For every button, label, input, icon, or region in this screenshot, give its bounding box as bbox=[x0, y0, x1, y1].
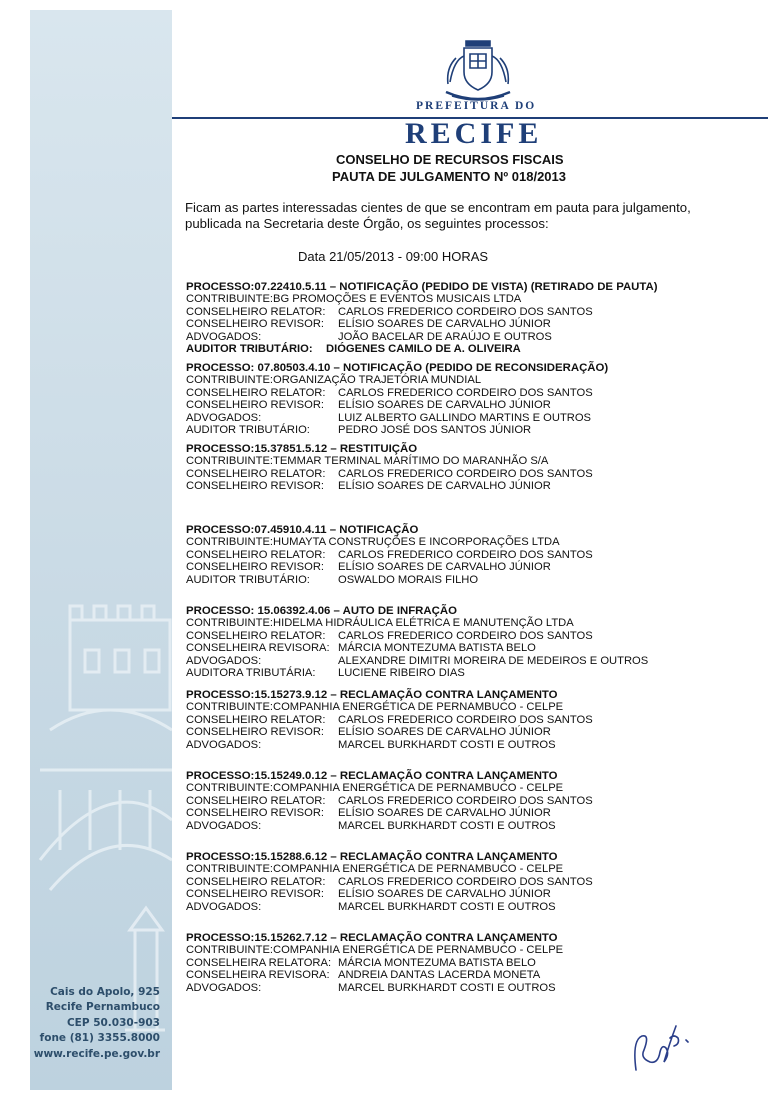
process-block bbox=[186, 932, 776, 1013]
process-field bbox=[186, 782, 776, 794]
field-value: CARLOS FREDERICO CORDEIRO DOS SANTOS bbox=[338, 875, 593, 888]
field-label: AUDITOR TRIBUTÁRIO: bbox=[186, 424, 310, 437]
process-field bbox=[186, 944, 776, 956]
process-field bbox=[186, 888, 776, 900]
process-field bbox=[186, 630, 776, 642]
process-field bbox=[186, 876, 776, 888]
session-date: Data 21/05/2013 - 09:00 HORAS bbox=[298, 249, 489, 264]
field-value: MARCEL BURKHARDT COSTI E OUTROS bbox=[338, 738, 556, 751]
process-field bbox=[186, 318, 776, 330]
process-field bbox=[186, 820, 776, 832]
process-field bbox=[186, 901, 776, 913]
field-value: ALEXANDRE DIMITRI MOREIRA DE MEDEIROS E OUTROS bbox=[338, 654, 649, 667]
field-value: ELÍSIO SOARES DE CARVALHO JÚNIOR bbox=[338, 480, 551, 493]
field-label: ADVOGADOS: bbox=[186, 654, 262, 667]
process-title: PROCESSO:15.15288.6.12 – RECLAMAÇÃO CONTRA LANÇAMENTO bbox=[186, 851, 558, 863]
council-title: CONSELHO DE RECURSOS FISCAIS bbox=[336, 152, 564, 167]
process-field bbox=[186, 536, 776, 548]
field-value: ANDREIA DANTAS LACERDA MONETA bbox=[338, 969, 541, 982]
process-field bbox=[186, 957, 776, 969]
field-value: CARLOS FREDERICO CORDEIRO DOS SANTOS bbox=[338, 467, 593, 480]
process-field bbox=[186, 331, 776, 343]
process-field bbox=[186, 424, 776, 436]
process-field bbox=[186, 412, 776, 424]
process-title: PROCESSO:15.15273.9.12 – RECLAMAÇÃO CONTRA LANÇAMENTO bbox=[186, 689, 558, 701]
prefeitura-label: PREFEITURA DO bbox=[416, 100, 537, 112]
field-value: COMPANHIA ENERGÉTICA DE PERNAMBUCO - CELPE bbox=[273, 863, 564, 876]
field-value: CARLOS FREDERICO CORDEIRO DOS SANTOS bbox=[338, 305, 593, 318]
field-label: CONTRIBUINTE: bbox=[186, 455, 274, 468]
field-value: MÁRCIA MONTEZUMA BATISTA BELO bbox=[338, 956, 536, 969]
handwritten-signature bbox=[628, 1018, 698, 1078]
process-field bbox=[186, 399, 776, 411]
field-value: MARCEL BURKHARDT COSTI E OUTROS bbox=[338, 819, 556, 832]
field-value: BG PROMOÇÕES E EVENTOS MUSICAIS LTDA bbox=[273, 293, 522, 306]
field-label: CONSELHEIRO RELATOR: bbox=[186, 305, 326, 318]
field-label: CONSELHEIRO REVISOR: bbox=[186, 318, 325, 331]
field-value: ORGANIZAÇÃO TRAJETÓRIA MUNDIAL bbox=[273, 374, 482, 387]
process-field bbox=[186, 549, 776, 561]
field-value: MÁRCIA MONTEZUMA BATISTA BELO bbox=[338, 642, 536, 655]
process-field bbox=[186, 480, 776, 492]
process-block bbox=[186, 443, 776, 524]
field-label: CONTRIBUINTE: bbox=[186, 374, 274, 387]
field-value: CARLOS FREDERICO CORDEIRO DOS SANTOS bbox=[338, 794, 593, 807]
field-label: CONSELHEIRO RELATOR: bbox=[186, 386, 326, 399]
process-field bbox=[186, 795, 776, 807]
field-value: HUMAYTA CONSTRUÇÕES E INCORPORAÇÕES LTDA bbox=[273, 536, 560, 549]
process-title: PROCESSO: 07.80503.4.10 – NOTIFICAÇÃO (PEDIDO DE RECONSIDERAÇÃO) bbox=[186, 362, 609, 374]
field-value: OSWALDO MORAIS FILHO bbox=[338, 573, 479, 586]
field-value: MARCEL BURKHARDT COSTI E OUTROS bbox=[338, 900, 556, 913]
field-label: CONSELHEIRO RELATOR: bbox=[186, 794, 326, 807]
address-phone: fone (81) 3355.8000 bbox=[39, 1032, 160, 1044]
process-title: PROCESSO:15.15249.0.12 – RECLAMAÇÃO CONTRA LANÇAMENTO bbox=[186, 770, 558, 782]
field-value: ELÍSIO SOARES DE CARVALHO JÚNIOR bbox=[338, 888, 551, 901]
field-value: JOÃO BACELAR DE ARAÚJO E OUTROS bbox=[338, 330, 552, 343]
field-label: ADVOGADOS: bbox=[186, 900, 262, 913]
field-label: CONSELHEIRA RELATORA: bbox=[186, 956, 332, 969]
field-label: AUDITOR TRIBUTÁRIO: bbox=[186, 573, 310, 586]
field-label: CONTRIBUINTE: bbox=[186, 536, 274, 549]
process-title: PROCESSO:15.15262.7.12 – RECLAMAÇÃO CONTRA LANÇAMENTO bbox=[186, 932, 558, 944]
process-field bbox=[186, 343, 776, 355]
field-label: CONTRIBUINTE: bbox=[186, 782, 274, 795]
field-label: CONTRIBUINTE: bbox=[186, 863, 274, 876]
field-label: ADVOGADOS: bbox=[186, 411, 262, 424]
field-label: ADVOGADOS: bbox=[186, 738, 262, 751]
field-label: CONSELHEIRA REVISORA: bbox=[186, 642, 330, 655]
field-value: LUIZ ALBERTO GALLINDO MARTINS E OUTROS bbox=[338, 411, 592, 424]
process-block bbox=[186, 524, 776, 605]
process-block bbox=[186, 362, 776, 443]
field-label: CONSELHEIRO RELATOR: bbox=[186, 467, 326, 480]
address-city: Recife Pernambuco bbox=[45, 1001, 160, 1013]
field-value: ELÍSIO SOARES DE CARVALHO JÚNIOR bbox=[338, 318, 551, 331]
field-label: AUDITOR TRIBUTÁRIO: bbox=[186, 343, 313, 356]
field-label: CONSELHEIRO RELATOR: bbox=[186, 629, 326, 642]
process-field bbox=[186, 455, 776, 467]
field-label: CONTRIBUINTE: bbox=[186, 701, 274, 714]
field-label: CONTRIBUINTE: bbox=[186, 293, 274, 306]
address-street: Cais do Apolo, 925 bbox=[50, 985, 160, 998]
process-field bbox=[186, 739, 776, 751]
process-field bbox=[186, 306, 776, 318]
field-value: CARLOS FREDERICO CORDEIRO DOS SANTOS bbox=[338, 713, 593, 726]
address-website: www.recife.pe.gov.br bbox=[33, 1047, 160, 1060]
field-label: ADVOGADOS: bbox=[186, 330, 262, 343]
process-block bbox=[186, 770, 776, 851]
field-value: COMPANHIA ENERGÉTICA DE PERNAMBUCO - CELPE bbox=[273, 944, 564, 957]
process-field bbox=[186, 863, 776, 875]
process-block bbox=[186, 281, 776, 362]
process-title: PROCESSO:15.37851.5.12 – RESTITUIÇÃO bbox=[186, 443, 418, 455]
process-title: PROCESSO:07.45910.4.11 – NOTIFICAÇÃO bbox=[186, 524, 419, 536]
process-block bbox=[186, 851, 776, 932]
process-title: PROCESSO:07.22410.5.11 – NOTIFICAÇÃO (PEDIDO DE VISTA) (RETIRADO DE PAUTA) bbox=[186, 281, 658, 293]
process-field bbox=[186, 982, 776, 994]
field-value: COMPANHIA ENERGÉTICA DE PERNAMBUCO - CELPE bbox=[273, 701, 564, 714]
field-value: HIDELMA HIDRÁULICA ELÉTRICA E MANUTENÇÃO LTDA bbox=[273, 617, 574, 630]
agenda-title: PAUTA DE JULGAMENTO Nº 018/2013 bbox=[332, 169, 566, 184]
field-label: CONSELHEIRO RELATOR: bbox=[186, 548, 326, 561]
process-field bbox=[186, 714, 776, 726]
city-watermark-illustration bbox=[30, 10, 172, 1090]
process-field bbox=[186, 617, 776, 629]
city-name: RECIFE bbox=[405, 117, 543, 150]
field-value: CARLOS FREDERICO CORDEIRO DOS SANTOS bbox=[338, 548, 593, 561]
field-label: CONSELHEIRO REVISOR: bbox=[186, 888, 325, 901]
process-list bbox=[186, 281, 776, 1013]
field-label: CONSELHEIRO REVISOR: bbox=[186, 726, 325, 739]
field-value: ELÍSIO SOARES DE CARVALHO JÚNIOR bbox=[338, 807, 551, 820]
address-block bbox=[34, 985, 160, 1063]
field-value: CARLOS FREDERICO CORDEIRO DOS SANTOS bbox=[338, 386, 593, 399]
process-field bbox=[186, 574, 776, 586]
field-label: CONSELHEIRA REVISORA: bbox=[186, 969, 330, 982]
field-label: CONSELHEIRO RELATOR: bbox=[186, 875, 326, 888]
field-value: COMPANHIA ENERGÉTICA DE PERNAMBUCO - CELPE bbox=[273, 782, 564, 795]
process-field bbox=[186, 667, 776, 679]
field-label: CONTRIBUINTE: bbox=[186, 617, 274, 630]
address-cep: CEP 50.030-903 bbox=[66, 1016, 160, 1029]
field-value: TEMMAR TERMINAL MARÍTIMO DO MARANHÃO S/A bbox=[273, 455, 549, 468]
field-label: ADVOGADOS: bbox=[186, 981, 262, 994]
process-field bbox=[186, 701, 776, 713]
process-field bbox=[186, 642, 776, 654]
field-label: CONSELHEIRO RELATOR: bbox=[186, 713, 326, 726]
process-field bbox=[186, 468, 776, 480]
field-label: CONSELHEIRO REVISOR: bbox=[186, 807, 325, 820]
intro-line-2: publicada na Secretaria deste Órgão, os seguintes processos: bbox=[185, 216, 549, 231]
field-value: ELÍSIO SOARES DE CARVALHO JÚNIOR bbox=[338, 399, 551, 412]
process-field bbox=[186, 807, 776, 819]
field-label: CONSELHEIRO REVISOR: bbox=[186, 561, 325, 574]
process-field bbox=[186, 969, 776, 981]
field-label: CONTRIBUINTE: bbox=[186, 944, 274, 957]
process-field bbox=[186, 374, 776, 386]
field-label: ADVOGADOS: bbox=[186, 819, 262, 832]
field-label: CONSELHEIRO REVISOR: bbox=[186, 480, 325, 493]
coat-of-arms-icon bbox=[440, 38, 516, 102]
process-field bbox=[186, 293, 776, 305]
intro-line-1: Ficam as partes interessadas cientes de que se encontram em pauta para julgamento, bbox=[185, 200, 691, 215]
field-value: ELÍSIO SOARES DE CARVALHO JÚNIOR bbox=[338, 726, 551, 739]
process-field bbox=[186, 561, 776, 573]
field-value: DIÓGENES CAMILO DE A. OLIVEIRA bbox=[326, 343, 521, 356]
intro-paragraph bbox=[185, 200, 755, 232]
field-value: CARLOS FREDERICO CORDEIRO DOS SANTOS bbox=[338, 629, 593, 642]
process-field bbox=[186, 387, 776, 399]
process-block bbox=[186, 605, 776, 689]
field-value: LUCIENE RIBEIRO DIAS bbox=[338, 667, 465, 680]
process-block bbox=[186, 689, 776, 770]
field-label: CONSELHEIRO REVISOR: bbox=[186, 399, 325, 412]
field-value: MARCEL BURKHARDT COSTI E OUTROS bbox=[338, 981, 556, 994]
field-label: AUDITORA TRIBUTÁRIA: bbox=[186, 667, 316, 680]
decorative-sidebar bbox=[30, 10, 172, 1090]
process-field bbox=[186, 726, 776, 738]
field-value: PEDRO JOSÉ DOS SANTOS JÚNIOR bbox=[338, 424, 532, 437]
process-title: PROCESSO: 15.06392.4.06 – AUTO DE INFRAÇÃO bbox=[186, 605, 457, 617]
process-field bbox=[186, 655, 776, 667]
field-value: ELÍSIO SOARES DE CARVALHO JÚNIOR bbox=[338, 561, 551, 574]
